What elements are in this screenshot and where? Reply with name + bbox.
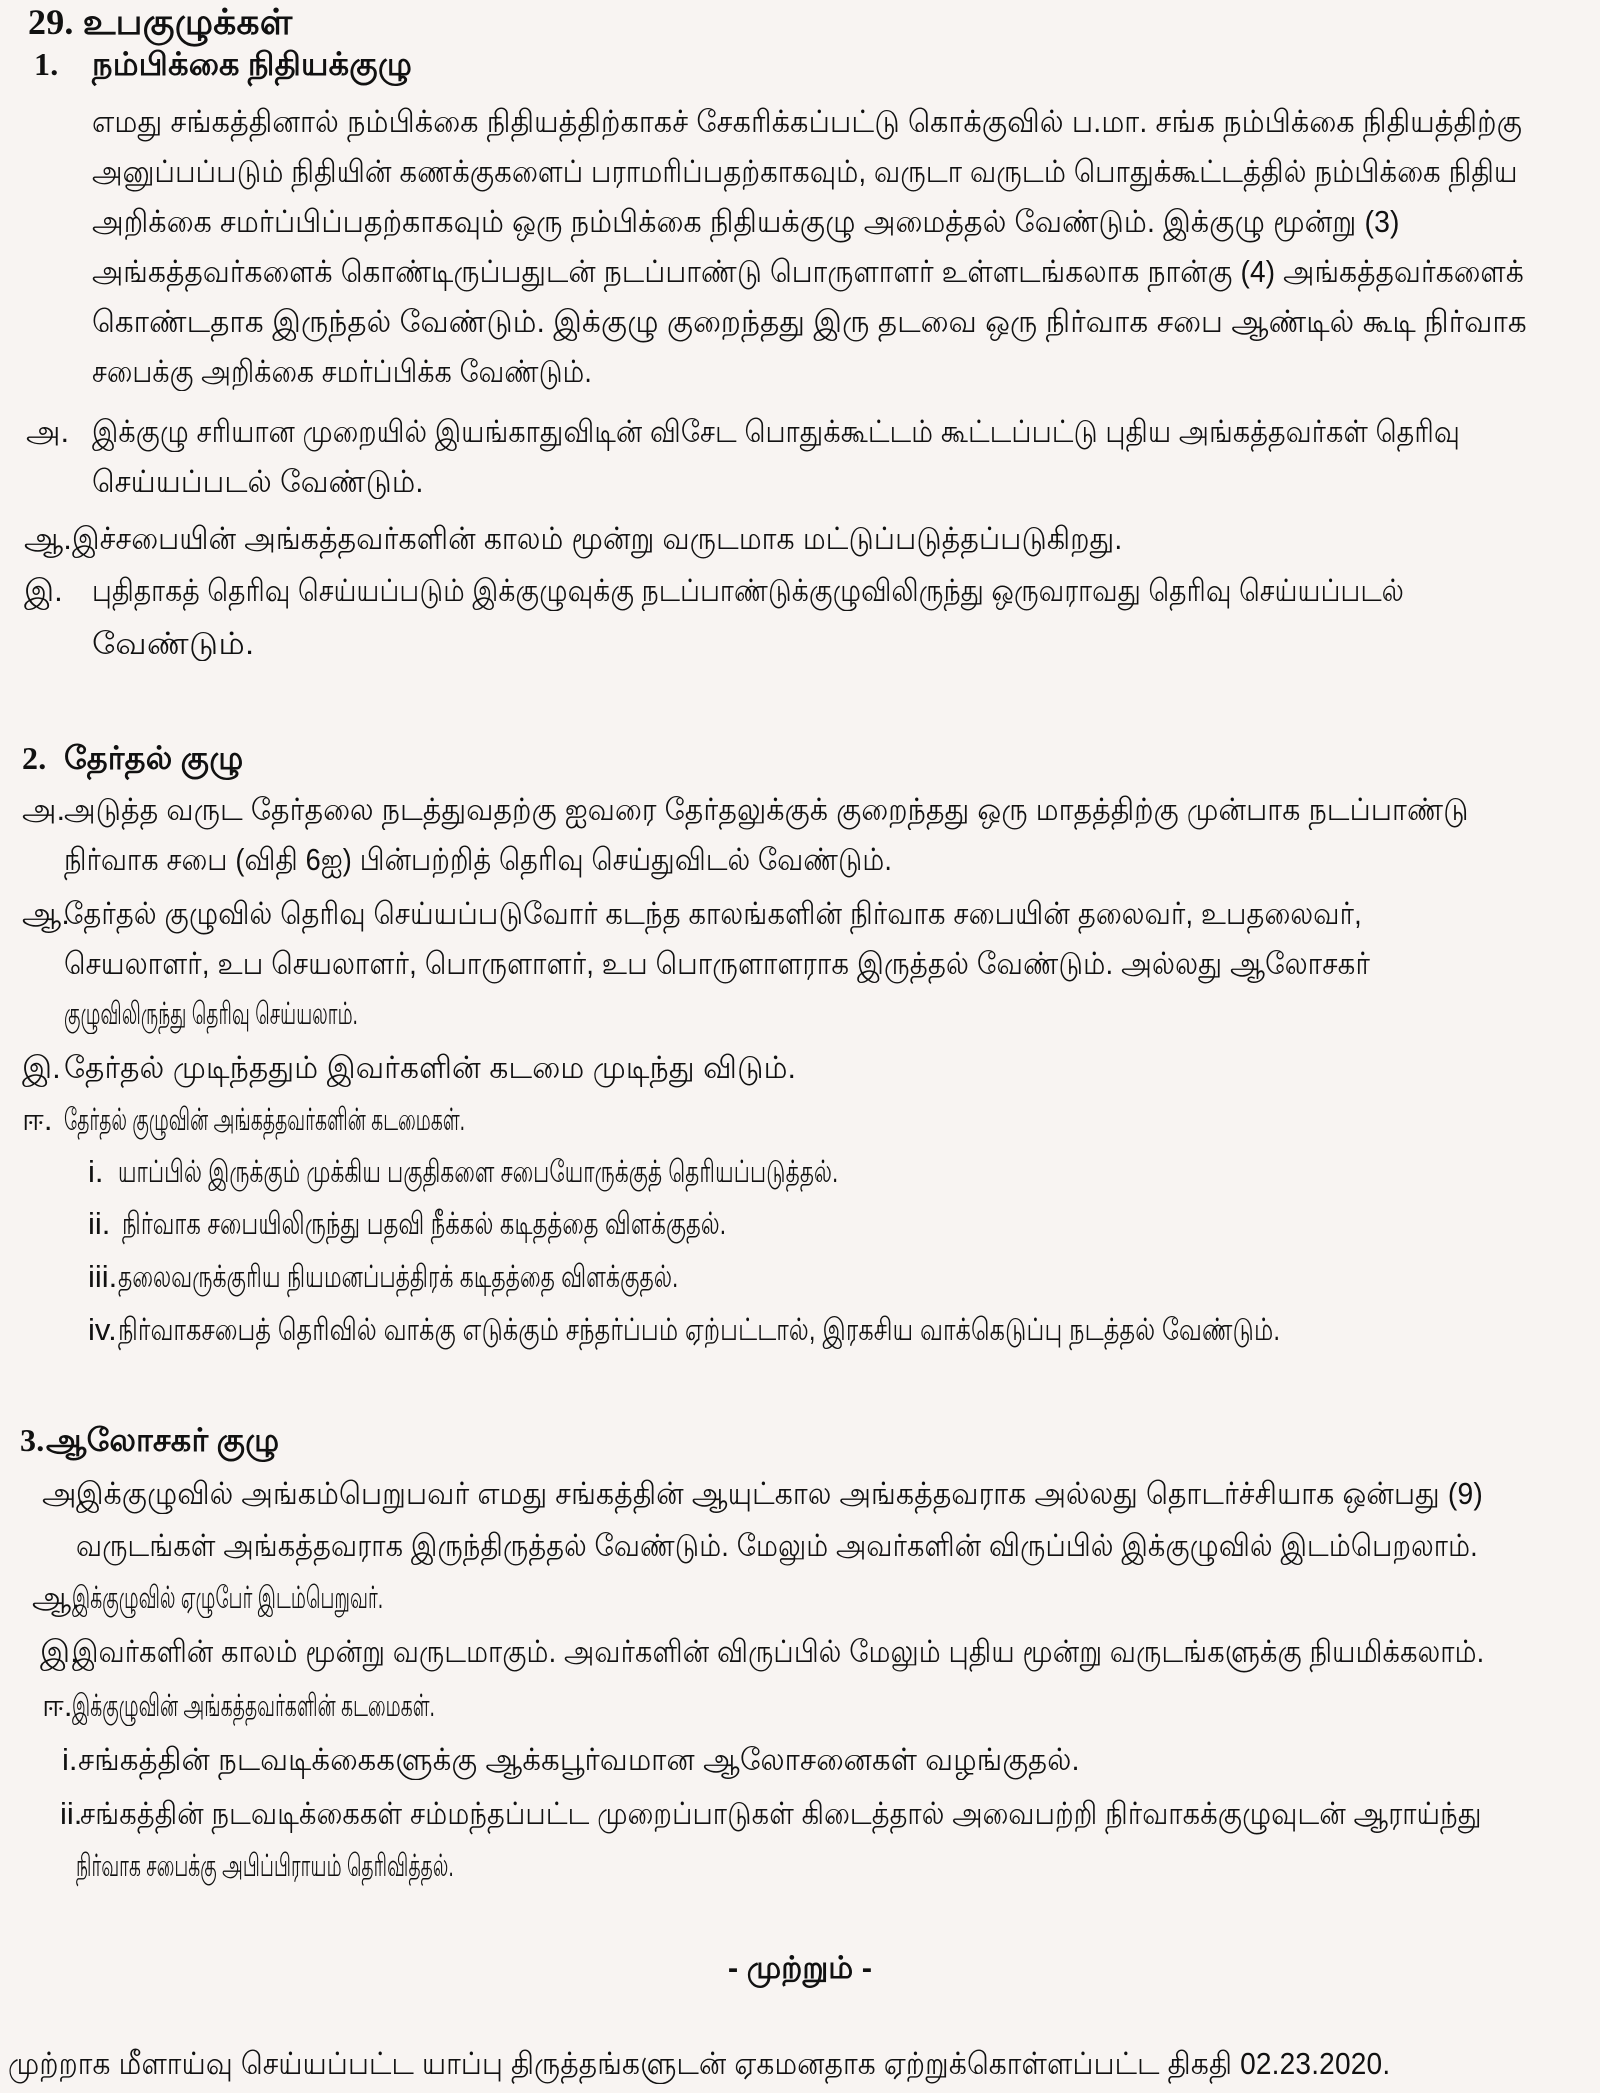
item-line: தேர்தல் முடிந்ததும் இவர்களின் கடமை முடிந்து விடும். (64, 1050, 797, 1085)
item-line: நிர்வாக சபை (விதி 6ஐ) பின்பற்றித் தெரிவு செய்துவிடல் வேண்டும். (64, 842, 893, 877)
page-heading: 29. உபகுழுக்கள் (28, 2, 293, 42)
item-line: செயலாளர், உப செயலாளர், பொருளாளர், உப பொருளாளராக இருத்தல் வேண்டும். அல்லது ஆலோசகர் (64, 946, 1371, 981)
duty-line: நிர்வாக சபைக்கு அபிப்பிராயம் தெரிவித்தல். (76, 1848, 454, 1883)
duty-line: சங்கத்தின் நடவடிக்கைகளுக்கு ஆக்கபூர்வமான ஆலோசனைகள் வழங்குதல். (78, 1742, 1080, 1777)
item-marker: ஆ. (22, 896, 70, 931)
item-line: குழுவிலிருந்து தெரிவு செய்யலாம். (64, 996, 358, 1031)
section-number: 2. (22, 740, 47, 776)
item-marker: ஆ. (32, 1580, 80, 1615)
item-marker: ஆ. (24, 521, 72, 556)
duty-marker: i. (88, 1154, 104, 1189)
duty-line: நிர்வாக சபையிலிருந்து பதவி நீக்கல் கடிதத்தை விளக்குதல். (122, 1206, 727, 1241)
paragraph-line: கொண்டதாக இருந்தல் வேண்டும். இக்குழு குறைந்தது இரு தடவை ஒரு நிர்வாக சபை ஆண்டில் கூடி நிர்வாக (92, 304, 1527, 339)
section-title: தேர்தல் குழு (64, 740, 244, 776)
duty-marker: i. (62, 1742, 78, 1777)
duty-line: நிர்வாகசபைத் தெரிவில் வாக்கு எடுக்கும் சந்தர்ப்பம் ஏற்பட்டால், இரகசிய வாக்கெடுப்பு நடத்தல் வேண்டும். (118, 1312, 1281, 1347)
item-line: தேர்தல் குழுவில் தெரிவு செய்யப்படுவோர் கடந்த காலங்களின் நிர்வாக சபையின் தலைவர், உபதலைவர், (64, 896, 1362, 931)
duty-line: தலைவருக்குரிய நியமனப்பத்திரக் கடிதத்தை விளக்குதல். (118, 1259, 679, 1294)
item-line: அடுத்த வருட தேர்தலை நடத்துவதற்கு ஐவரை தேர்தலுக்குக் குறைந்தது ஒரு மாதத்திற்கு முன்பாக நடப்பாண்டு (64, 792, 1469, 827)
duty-marker: iv. (88, 1312, 117, 1347)
paragraph-line: எமது சங்கத்தினால் நம்பிக்கை நிதியத்திற்காகச் சேகரிக்கப்பட்டு கொக்குவில் ப.மா. சங்க நம்பிக்கை நிதியத்திற்கு (92, 104, 1523, 139)
section-number: 3. (20, 1422, 45, 1458)
paragraph-line: அறிக்கை சமர்ப்பிப்பதற்காகவும் ஒரு நம்பிக்கை நிதியக்குழு அமைத்தல் வேண்டும். இக்குழு மூன்று (3) (92, 204, 1400, 239)
duty-marker: ii. (60, 1796, 83, 1831)
item-marker: ஈ. (22, 1102, 53, 1137)
item-marker: அ. (22, 792, 66, 827)
item-marker: ஈ. (42, 1688, 73, 1723)
item-line: புதிதாகத் தெரிவு செய்யப்படும் இக்குழுவுக்கு நடப்பாண்டுக்குழுவிலிருந்து ஒருவராவது தெரிவு செய்யப்படல் (92, 573, 1404, 608)
item-line: இக்குழு சரியான முறையில் இயங்காதுவிடின் விசேட பொதுக்கூட்டம் கூட்டப்பட்டு புதிய அங்கத்தவர்கள் தெரிவு (92, 414, 1461, 449)
section-number: 1. (34, 46, 59, 82)
section-title: ஆலோசகர் குழு (46, 1422, 280, 1458)
paragraph-line: அங்கத்தவர்களைக் கொண்டிருப்பதுடன் நடப்பாண்டு பொருளாளர் உள்ளடங்கலாக நான்கு (4) அங்கத்தவர்களைக் (92, 254, 1524, 289)
item-line: இக்குழுவில் ஏழுபேர் இடம்பெறுவர். (72, 1580, 384, 1615)
item-line: செய்யப்படல் வேண்டும். (92, 464, 424, 499)
item-line: இக்குழுவில் அங்கம்பெறுபவர் எமது சங்கத்தின் ஆயுட்கால அங்கத்தவராக அல்லது தொடர்ச்சியாக ஒன்பது (9) (76, 1476, 1483, 1511)
item-marker: இ. (40, 1634, 79, 1669)
item-line: வேண்டும். (92, 626, 255, 661)
duty-marker: iii. (88, 1259, 118, 1294)
footer-note: முற்றாக மீளாய்வு செய்யப்பட்ட யாப்பு திருத்தங்களுடன் ஏகமனதாக ஏற்றுக்கொள்ளப்பட்ட திகதி 02.23.2020. (8, 2046, 1391, 2081)
item-marker: இ. (22, 1050, 61, 1085)
duty-line: யாப்பில் இருக்கும் முக்கிய பகுதிகளை சபையோருக்குத் தெரியப்படுத்தல். (118, 1154, 839, 1189)
item-line: இக்குழுவின் அங்கத்தவர்களின் கடமைகள். (72, 1688, 435, 1723)
item-line: இவர்களின் காலம் மூன்று வருடமாகும். அவர்களின் விருப்பில் மேலும் புதிய மூன்று வருடங்களுக்கு நியமிக்கலாம். (72, 1634, 1485, 1669)
item-line: தேர்தல் குழுவின் அங்கத்தவர்களின் கடமைகள். (64, 1102, 466, 1137)
item-marker: அ. (42, 1476, 86, 1511)
section-title: நம்பிக்கை நிதியக்குழு (92, 46, 413, 82)
item-marker: இ. (24, 573, 63, 608)
duty-marker: ii. (88, 1206, 111, 1241)
end-mark: - முற்றும் - (727, 1950, 873, 1985)
paragraph-line: அனுப்பப்படும் நிதியின் கணக்குகளைப் பராமரிப்பதற்காகவும், வருடா வருடம் பொதுக்கூட்டத்தில் நம்பிக்கை நிதிய (92, 154, 1518, 189)
paragraph-line: சபைக்கு அறிக்கை சமர்ப்பிக்க வேண்டும். (92, 354, 593, 389)
duty-line: சங்கத்தின் நடவடிக்கைகள் சம்மந்தப்பட்ட முறைப்பாடுகள் கிடைத்தால் அவைபற்றி நிர்வாகக்குழுவுடன் ஆராய்ந்து (80, 1796, 1482, 1831)
item-line: இச்சபையின் அங்கத்தவர்களின் காலம் மூன்று வருடமாக மட்டுப்படுத்தப்படுகிறது. (72, 521, 1123, 556)
item-marker: அ. (26, 414, 70, 449)
item-line: வருடங்கள் அங்கத்தவராக இருந்திருத்தல் வேண்டும். மேலும் அவர்களின் விருப்பில் இக்குழுவில் இடம்பெறலாம். (76, 1528, 1478, 1563)
